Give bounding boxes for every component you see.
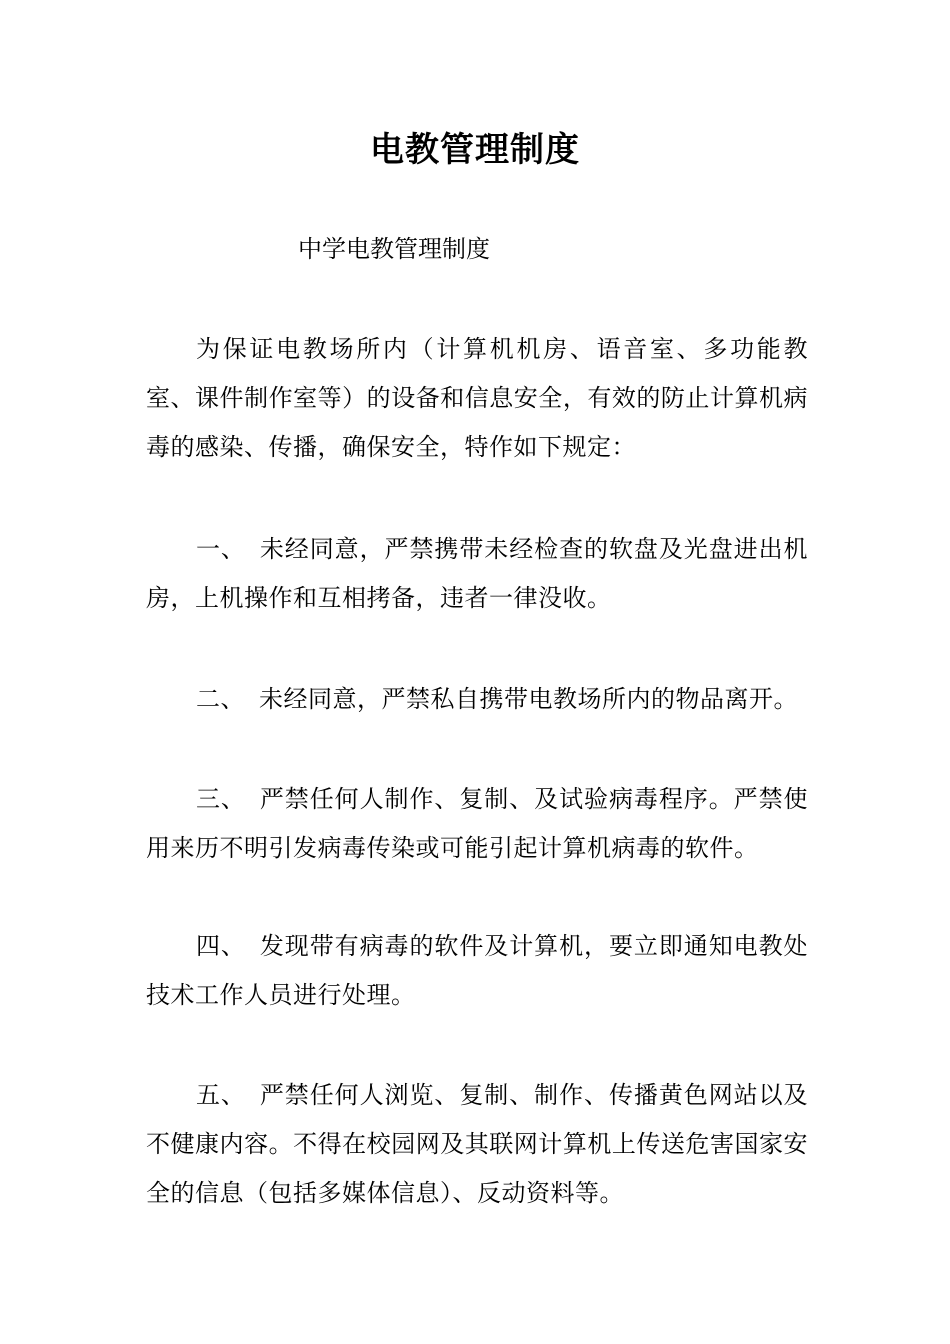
rule-paragraph-3 — [146, 775, 808, 873]
rule-text: 未经同意，严禁携带未经检查的软盘及光盘进出机房，上机操作和互相拷备，违者一律没收。 — [146, 535, 809, 612]
rule-number: 一、 — [196, 535, 246, 563]
rule-number: 三、 — [196, 785, 246, 813]
rule-paragraph-1 — [146, 525, 808, 623]
rule-text: 未经同意，严禁私自携带电教场所内的物品离开。 — [259, 685, 798, 713]
rule-number: 二、 — [196, 685, 245, 713]
intro-paragraph: 为保证电教场所内（计算机机房、语音室、多功能教室、课件制作室等）的设备和信息安全，有效的防止计算机病毒的感染、传播，确保安全，特作如下规定： — [146, 335, 808, 461]
document-subtitle: 中学电教管理制度 — [298, 235, 490, 263]
rule-paragraph-5 — [146, 1071, 808, 1218]
rule-paragraph-2 — [146, 675, 808, 724]
rule-text: 严禁任何人制作、复制、及试验病毒程序。严禁使用来历不明引发病毒传染或可能引起计算机病毒的软件。 — [146, 785, 809, 862]
rule-text: 发现带有病毒的软件及计算机，要立即通知电教处技术工作人员进行处理。 — [146, 932, 809, 1009]
rule-text: 严禁任何人浏览、复制、制作、传播黄色网站以及不健康内容。不得在校园网及其联网计算机上传送危害国家安全的信息（包括多媒体信息）、反动资料等。 — [146, 1081, 809, 1207]
document-title: 电教管理制度 — [370, 130, 580, 170]
rule-number: 四、 — [196, 932, 246, 960]
rule-number: 五、 — [196, 1081, 246, 1109]
rule-paragraph-4 — [146, 922, 808, 1020]
